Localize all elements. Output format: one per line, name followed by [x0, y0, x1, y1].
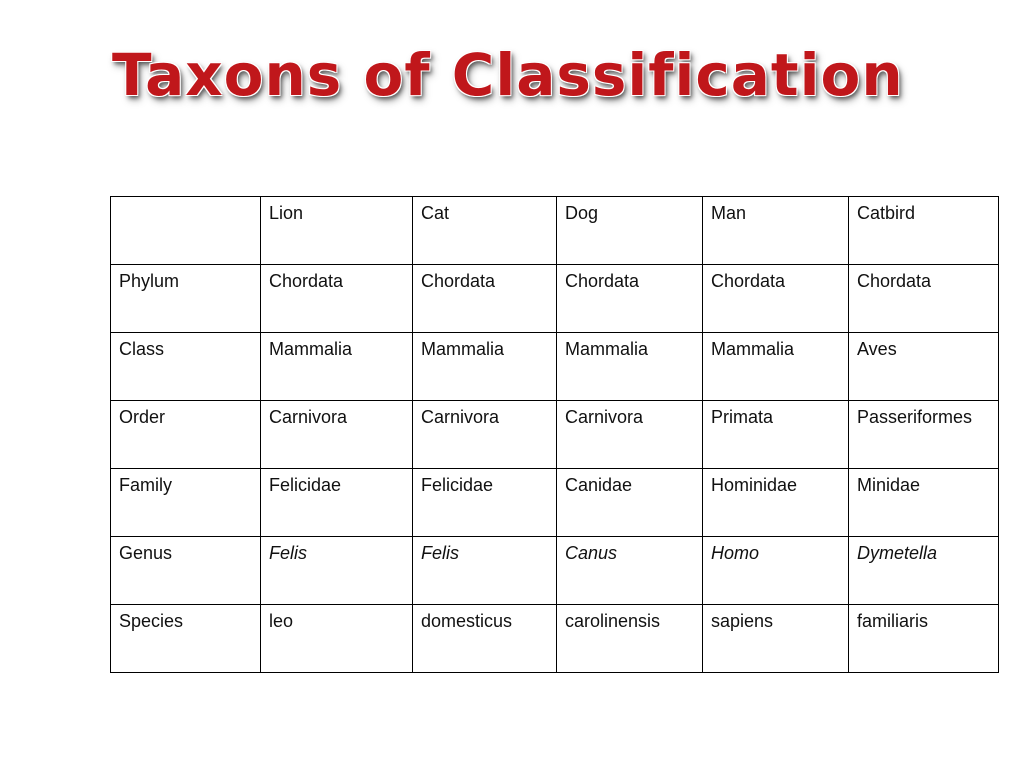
table-cell: Felis [261, 537, 413, 605]
table-cell: Homo [703, 537, 849, 605]
rank-label: Phylum [111, 265, 261, 333]
table-cell: Chordata [703, 265, 849, 333]
taxonomy-table [110, 196, 999, 673]
table-cell: Felicidae [413, 469, 557, 537]
table-cell: Chordata [557, 265, 703, 333]
table-row-family [111, 469, 999, 537]
table-cell: Minidae [849, 469, 999, 537]
header-cell-dog: Dog [557, 197, 703, 265]
table-cell: Mammalia [703, 333, 849, 401]
table-cell: Aves [849, 333, 999, 401]
table-cell: leo [261, 605, 413, 673]
table-cell: Canidae [557, 469, 703, 537]
table-cell: carolinensis [557, 605, 703, 673]
table-cell: Canus [557, 537, 703, 605]
table-row-class [111, 333, 999, 401]
header-cell-cat: Cat [413, 197, 557, 265]
table-row-species [111, 605, 999, 673]
table-cell: Felis [413, 537, 557, 605]
table-cell: Mammalia [557, 333, 703, 401]
table-cell: sapiens [703, 605, 849, 673]
table-cell: Chordata [849, 265, 999, 333]
table-row-order [111, 401, 999, 469]
table-cell: Mammalia [261, 333, 413, 401]
table-cell: familiaris [849, 605, 999, 673]
rank-label: Family [111, 469, 261, 537]
table-cell: Chordata [261, 265, 413, 333]
table-cell: Carnivora [261, 401, 413, 469]
rank-label: Genus [111, 537, 261, 605]
table-cell: Carnivora [557, 401, 703, 469]
table-cell: Dymetella [849, 537, 999, 605]
table-cell: Primata [703, 401, 849, 469]
table-cell: domesticus [413, 605, 557, 673]
header-cell-empty [111, 197, 261, 265]
table-cell: Carnivora [413, 401, 557, 469]
table-cell: Mammalia [413, 333, 557, 401]
header-cell-lion: Lion [261, 197, 413, 265]
table-row-phylum [111, 265, 999, 333]
header-cell-catbird: Catbird [849, 197, 999, 265]
rank-label: Class [111, 333, 261, 401]
rank-label: Species [111, 605, 261, 673]
rank-label: Order [111, 401, 261, 469]
table-cell: Passeriformes [849, 401, 999, 469]
slide-title: Taxons of Classification [112, 41, 904, 109]
table-cell: Hominidae [703, 469, 849, 537]
table-header-row [111, 197, 999, 265]
table-cell: Felicidae [261, 469, 413, 537]
table-row-genus [111, 537, 999, 605]
header-cell-man: Man [703, 197, 849, 265]
table-cell: Chordata [413, 265, 557, 333]
